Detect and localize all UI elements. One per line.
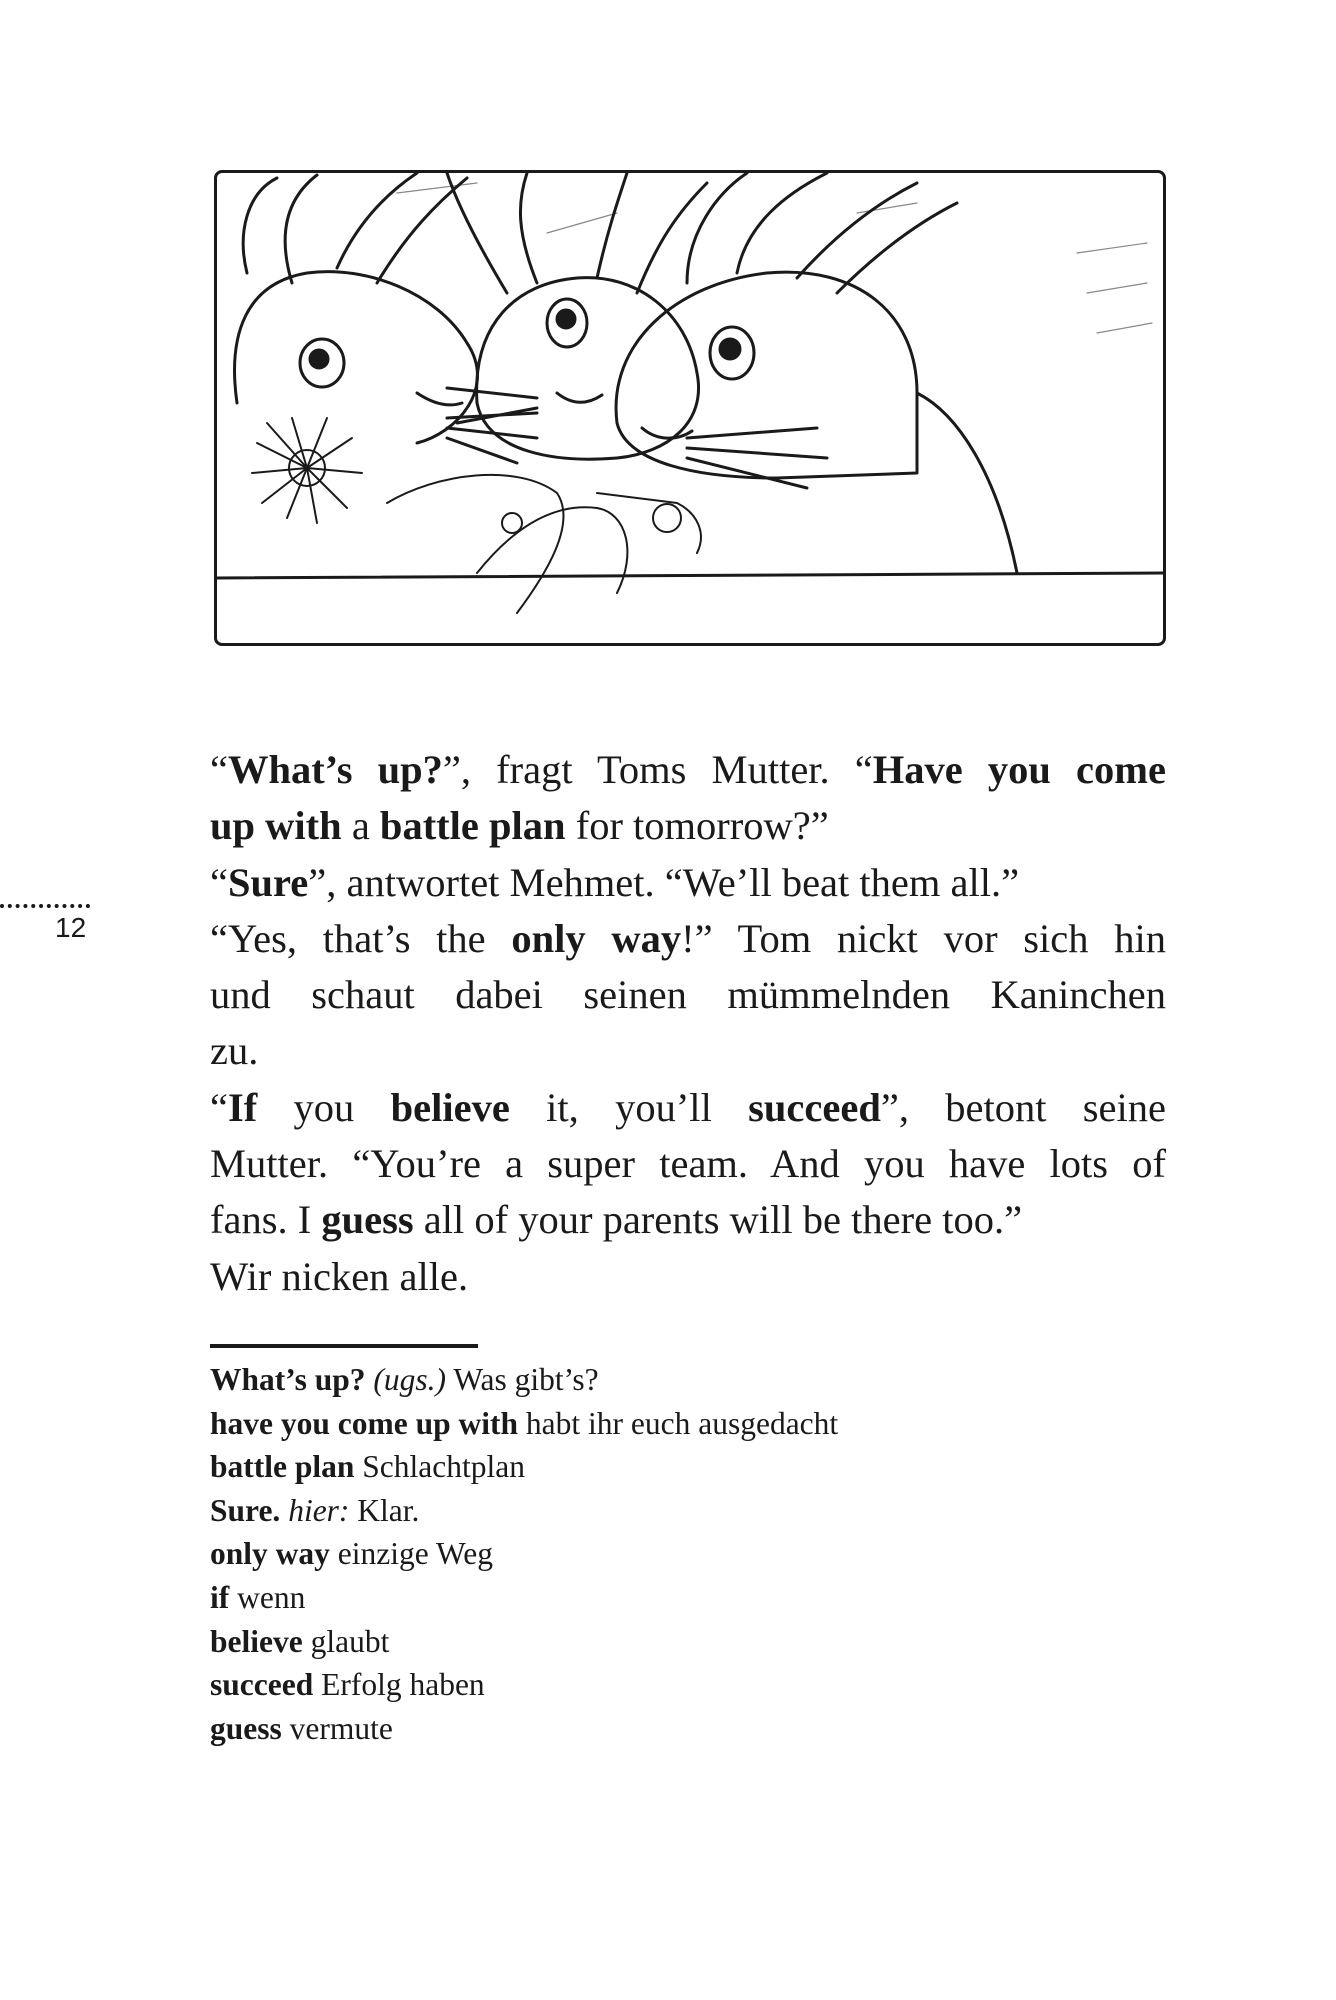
highlighted-term: Have you come	[872, 747, 1166, 792]
body-text-run: “	[210, 747, 228, 792]
glossary-entry	[210, 1532, 838, 1576]
glossary-entry	[210, 1576, 838, 1620]
body-text-run: zu.	[210, 1028, 259, 1074]
glossary-term: believe	[210, 1623, 303, 1659]
glossary-definition: Was gibt’s?	[453, 1362, 599, 1397]
body-text-run: for tomorrow?”	[565, 803, 829, 849]
body-text-run: all of your parents will be there too.”	[413, 1197, 1023, 1243]
glossary-entry	[210, 1489, 838, 1533]
glossary-entry	[210, 1663, 838, 1707]
body-line	[210, 1080, 1166, 1136]
glossary-definition: vermute	[289, 1710, 393, 1746]
glossary-term: only way	[210, 1536, 330, 1572]
vocabulary-glossary	[210, 1358, 838, 1750]
glossary-term: battle plan	[210, 1449, 355, 1485]
rabbits-illustration	[214, 170, 1166, 646]
glossary-definition: habt ihr euch ausgedacht	[525, 1405, 839, 1441]
body-line	[210, 855, 1166, 911]
glossary-term: succeed	[210, 1667, 314, 1703]
highlighted-term: battle plan	[379, 803, 566, 849]
body-line	[210, 967, 1166, 1023]
body-line	[210, 742, 1166, 798]
body-text-run: it, you’ll	[509, 1084, 749, 1130]
glossary-entry	[210, 1445, 838, 1489]
glossary-definition: einzige Weg	[337, 1536, 493, 1572]
highlighted-term: only way	[511, 915, 682, 961]
glossary-entry	[210, 1707, 838, 1751]
body-text-run: !” Tom nickt vor sich hin	[681, 915, 1166, 961]
glossary-note: hier:	[288, 1492, 350, 1528]
body-line	[210, 1136, 1166, 1192]
body-text-run: a	[341, 803, 380, 849]
footnote-rule	[210, 1344, 478, 1348]
body-text-run: Mutter. “You’re a super team. And you have lots of	[210, 1141, 1166, 1187]
glossary-entry	[210, 1620, 838, 1664]
margin-dot-leader	[0, 904, 90, 908]
glossary-term: What’s up?	[210, 1362, 366, 1397]
glossary-term: if	[210, 1579, 230, 1615]
body-text-run: fans. I	[210, 1197, 322, 1243]
highlighted-term: Sure	[227, 859, 309, 905]
glossary-definition: wenn	[237, 1579, 306, 1615]
body-text-run: “	[210, 1084, 228, 1130]
body-line	[210, 798, 1166, 854]
highlighted-term: up with	[210, 803, 342, 849]
body-line	[210, 1023, 1166, 1079]
page-number: 12	[55, 912, 87, 943]
body-line	[210, 1192, 1166, 1248]
body-text-run: und schaut dabei seinen mümmelnden Kaninchen	[210, 972, 1166, 1018]
highlighted-term: succeed	[748, 1084, 881, 1130]
body-text-run: ”, fragt Toms Mutter. “	[442, 747, 873, 792]
glossary-definition: glaubt	[310, 1623, 390, 1659]
body-text-run: you	[257, 1084, 391, 1130]
glossary-entry	[210, 1402, 838, 1446]
highlighted-term: What’s up?	[227, 747, 443, 792]
body-text-run: ”, betont seine	[880, 1084, 1167, 1130]
glossary-term: guess	[210, 1710, 282, 1746]
glossary-definition: Schlachtplan	[362, 1449, 525, 1485]
highlighted-term: guess	[321, 1197, 414, 1243]
body-text-run: Wir nicken alle.	[210, 1253, 469, 1299]
glossary-note: (ugs.)	[373, 1362, 447, 1397]
highlighted-term: believe	[390, 1084, 510, 1130]
glossary-definition: Erfolg haben	[321, 1667, 485, 1703]
body-text-run: ”, antwortet Mehmet. “We’ll beat them all.”	[308, 859, 1020, 905]
glossary-definition: Klar.	[357, 1492, 420, 1528]
glossary-term: have you come up with	[210, 1405, 519, 1441]
body-line	[210, 911, 1166, 967]
body-text	[210, 742, 1166, 1305]
body-text-run: “	[210, 859, 228, 905]
highlighted-term: If	[227, 1084, 258, 1130]
glossary-entry	[210, 1358, 838, 1402]
body-line	[210, 1249, 1166, 1305]
body-text-run: “Yes, that’s the	[210, 915, 512, 961]
glossary-term: Sure.	[210, 1492, 281, 1528]
